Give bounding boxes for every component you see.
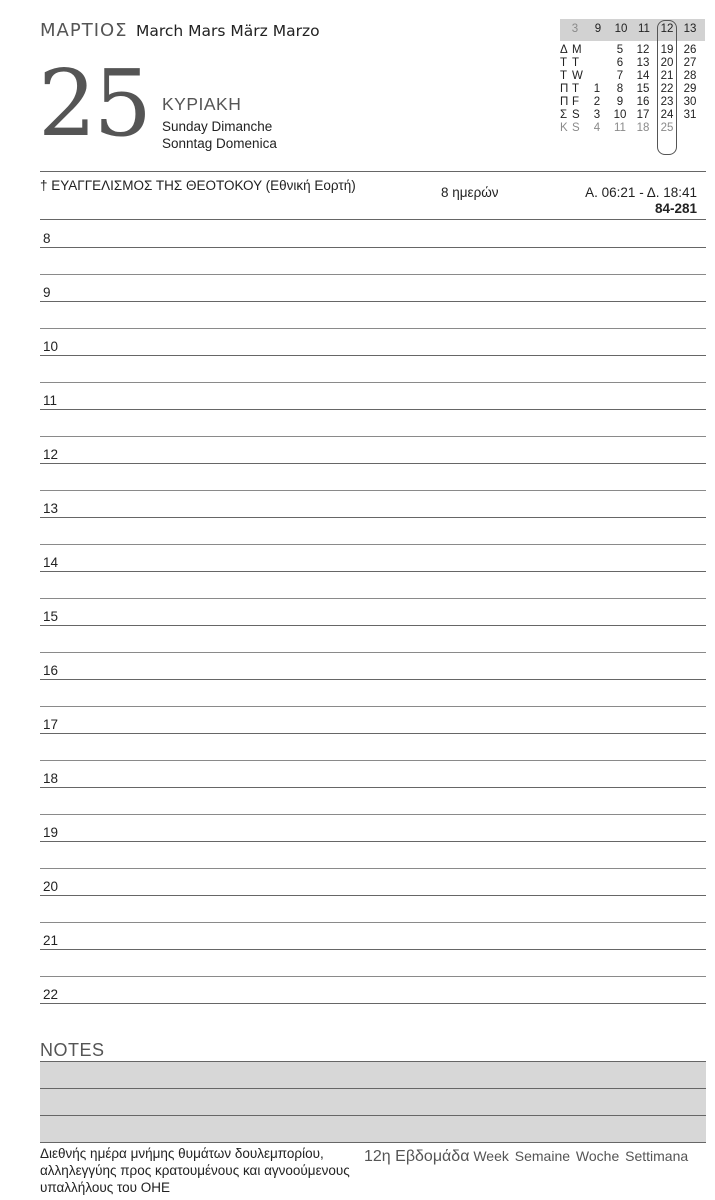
notes-title: NOTES — [40, 1040, 105, 1060]
weekday-english: T — [572, 83, 580, 95]
hour-line — [40, 679, 706, 680]
week-number: 13 — [683, 23, 697, 35]
day-name-greek: ΚΥΡΙΑΚΗ — [162, 94, 242, 114]
calendar-day: 31 — [683, 109, 697, 121]
week-number: 10 — [614, 23, 628, 35]
weekday-greek: Σ — [560, 109, 568, 121]
half-hour-line — [40, 544, 706, 545]
mini-calendar — [560, 19, 705, 135]
weekday-english: F — [572, 96, 580, 108]
day-name-translations — [162, 118, 277, 152]
weekday-greek: K — [560, 122, 568, 134]
day-names-line-2: Sonntag Domenica — [162, 136, 277, 151]
calendar-day: 3 — [593, 109, 601, 121]
calendar-day: 22 — [660, 83, 674, 95]
calendar-day: 15 — [636, 83, 650, 95]
notes-band — [40, 1089, 706, 1115]
hour-label: 9 — [43, 285, 51, 300]
half-hour-line — [40, 652, 706, 653]
calendar-day: 29 — [683, 83, 697, 95]
hour-label: 20 — [43, 879, 59, 894]
week-label — [364, 1148, 688, 1166]
week-label-translations: Week Semaine Woche Settimana — [473, 1148, 689, 1164]
calendar-day: 4 — [593, 122, 601, 134]
current-week-highlight — [657, 20, 677, 155]
hour-line — [40, 517, 706, 518]
half-hour-line — [40, 598, 706, 599]
calendar-day: 6 — [616, 57, 624, 69]
hour-label: 11 — [43, 393, 58, 408]
calendar-day: 8 — [616, 83, 624, 95]
mini-calendar-row — [560, 96, 705, 109]
hour-line — [40, 301, 706, 302]
calendar-day: 14 — [636, 70, 650, 82]
hour-line — [40, 355, 706, 356]
hour-line — [40, 787, 706, 788]
calendar-day: 13 — [636, 57, 650, 69]
calendar-day: 18 — [636, 122, 650, 134]
month-header — [40, 20, 320, 41]
half-hour-line — [40, 760, 706, 761]
calendar-day: 23 — [660, 96, 674, 108]
month-name-greek: ΜΑΡΤΙΟΣ — [40, 20, 128, 41]
day-names-line-1: Sunday Dimanche — [162, 119, 273, 134]
hour-line — [40, 247, 706, 248]
week-number: 11 — [638, 23, 650, 35]
calendar-day: 26 — [683, 44, 697, 56]
weekday-greek: T — [560, 57, 568, 69]
calendar-day: 17 — [636, 109, 650, 121]
week-number: 3 — [571, 23, 579, 35]
half-hour-line — [40, 436, 706, 437]
observance-line-3: υπαλλήλους του ΟΗΕ — [40, 1180, 171, 1195]
notes-line — [40, 1142, 706, 1143]
observance-text — [40, 1145, 350, 1196]
hour-line — [40, 463, 706, 464]
weekday-english: S — [572, 109, 580, 121]
calendar-day: 10 — [613, 109, 627, 121]
hour-label: 18 — [43, 771, 59, 786]
weekday-english: M — [572, 44, 582, 56]
hour-line — [40, 1003, 706, 1004]
calendar-day: 11 — [614, 122, 626, 134]
half-hour-line — [40, 976, 706, 977]
half-hour-line — [40, 328, 706, 329]
day-of-year: 84-281 — [654, 201, 697, 216]
hour-label: 15 — [43, 609, 59, 624]
hour-label: 12 — [43, 447, 59, 462]
mini-calendar-row — [560, 83, 705, 96]
mini-calendar-row — [560, 70, 705, 83]
weekday-greek: Π — [560, 96, 569, 108]
half-hour-line — [40, 382, 706, 383]
holiday-name: † ΕΥΑΓΓΕΛΙΣΜΟΣ ΤΗΣ ΘΕΟΤΟΚΟΥ (Εθνική Εορτή) — [40, 178, 356, 193]
hour-label: 17 — [43, 717, 59, 732]
hour-label: 14 — [43, 555, 59, 570]
month-name-translations: March Mars März Marzo — [136, 22, 320, 40]
half-hour-line — [40, 868, 706, 869]
mini-calendar-row — [560, 57, 705, 70]
week-number: 9 — [594, 23, 602, 35]
weekday-greek: T — [560, 70, 568, 82]
weekday-english: S — [572, 122, 580, 134]
calendar-day: 5 — [616, 44, 624, 56]
observance-line-2: αλληλεγγύης προς κρατουμένους και αγνοούμενους — [40, 1163, 350, 1178]
sunrise-sunset: Α. 06:21 - Δ. 18:41 — [585, 185, 697, 200]
weekday-greek: Π — [560, 83, 569, 95]
days-left: 8 ημερών — [441, 185, 499, 200]
notes-band — [40, 1116, 706, 1142]
hour-label: 10 — [43, 339, 59, 354]
hour-line — [40, 841, 706, 842]
calendar-day: 12 — [636, 44, 650, 56]
calendar-day: 20 — [660, 57, 674, 69]
hour-label: 21 — [43, 933, 59, 948]
hour-line — [40, 895, 706, 896]
calendar-day-current: 25 — [660, 122, 674, 134]
observance-line-1: Διεθνής ημέρα μνήμης θυμάτων δουλεμπορίου, — [40, 1146, 324, 1161]
notes-band — [40, 1062, 706, 1088]
half-hour-line — [40, 706, 706, 707]
hour-line — [40, 733, 706, 734]
hour-label: 16 — [43, 663, 59, 678]
weekday-english: T — [572, 57, 580, 69]
hour-label: 22 — [43, 987, 59, 1002]
calendar-day: 2 — [593, 96, 601, 108]
half-hour-line — [40, 922, 706, 923]
weekday-greek: Δ — [560, 44, 568, 56]
week-number-current: 12 — [660, 23, 674, 35]
day-number: 25 — [38, 50, 150, 157]
half-hour-line — [40, 814, 706, 815]
calendar-day: 28 — [683, 70, 697, 82]
hour-line — [40, 571, 706, 572]
divider — [40, 219, 706, 220]
hour-line — [40, 625, 706, 626]
calendar-day: 24 — [660, 109, 674, 121]
calendar-day: 16 — [636, 96, 650, 108]
mini-calendar-row — [560, 109, 705, 122]
weekday-english: W — [572, 70, 583, 82]
calendar-day: 30 — [683, 96, 697, 108]
calendar-day: 19 — [660, 44, 674, 56]
hour-line — [40, 409, 706, 410]
calendar-day: 1 — [593, 83, 601, 95]
half-hour-line — [40, 274, 706, 275]
mini-calendar-week-numbers — [560, 19, 705, 41]
hour-line — [40, 949, 706, 950]
hour-label: 13 — [43, 501, 59, 516]
mini-calendar-row-sunday — [560, 122, 705, 135]
hour-label: 8 — [43, 231, 51, 246]
week-label-greek: 12η Εβδομάδα — [364, 1148, 470, 1165]
calendar-day: 7 — [616, 70, 624, 82]
mini-calendar-row — [560, 44, 705, 57]
calendar-day: 9 — [616, 96, 624, 108]
hour-label: 19 — [43, 825, 59, 840]
calendar-day: 27 — [683, 57, 697, 69]
half-hour-line — [40, 490, 706, 491]
divider — [40, 171, 706, 172]
calendar-day: 21 — [660, 70, 674, 82]
